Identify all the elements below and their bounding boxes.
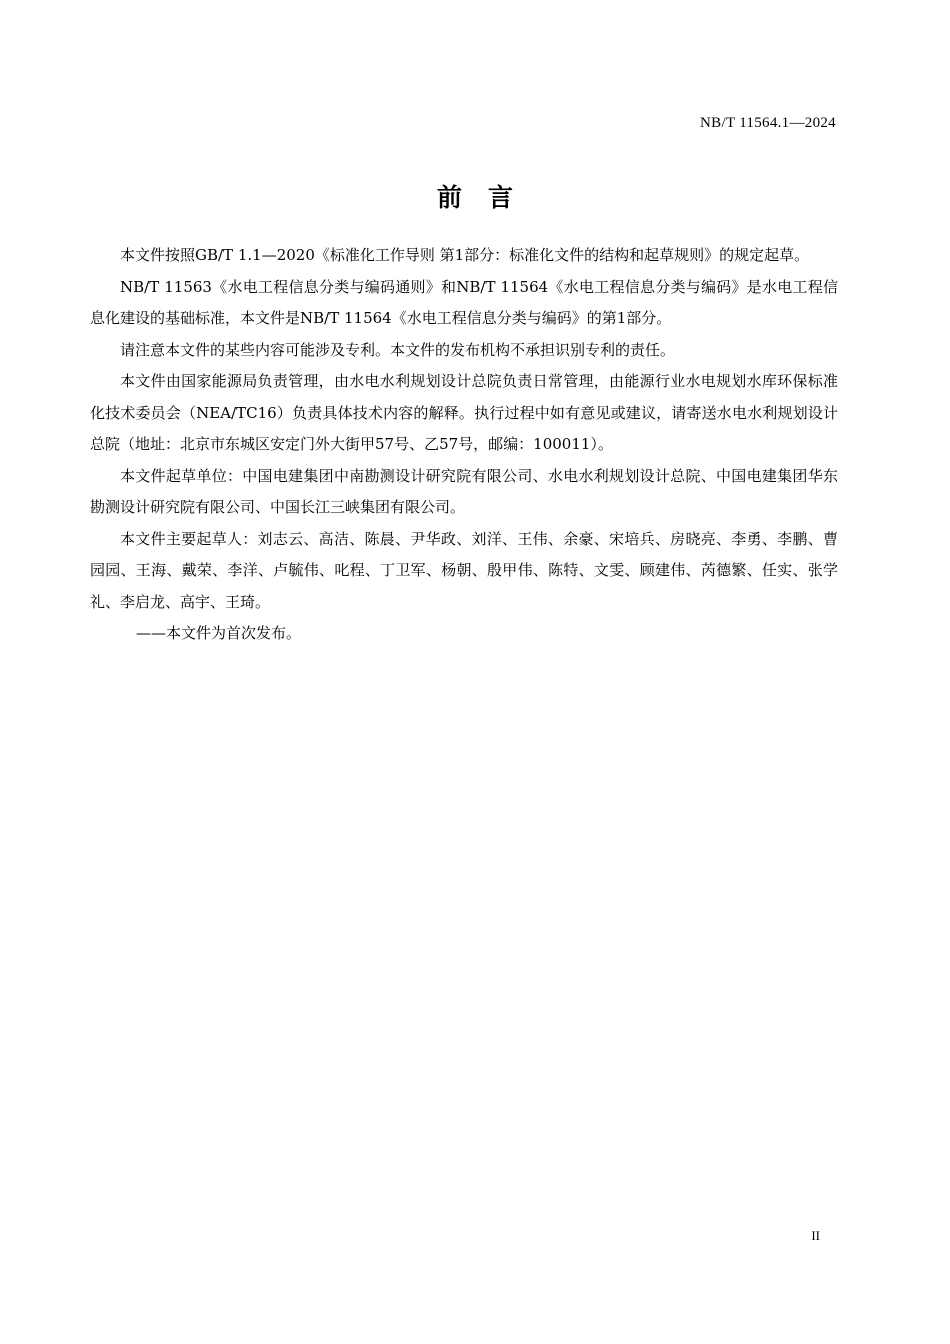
- paragraph-management: 本文件由国家能源局负责管理，由水电水利规划设计总院负责日常管理，由能源行业水电规划水库环保标准化技术委员会（NEA/TC16）负责具体技术内容的解释。执行过程中如有意见或建议，请寄送水电水利规划设计总院（地址：北京市东城区安定门外大街甲57号、乙57号，邮编：100011）。: [90, 372, 838, 453]
- paragraph-first-release: ——本文件为首次发布。: [136, 624, 302, 642]
- page-title: 前言: [436, 183, 539, 212]
- page-number: II: [811, 1228, 820, 1243]
- paragraph-patent-notice: 请注意本文件的某些内容可能涉及专利。本文件的发布机构不承担识别专利的责任。: [120, 340, 676, 359]
- paragraph-drafters: 本文件主要起草人：刘志云、高洁、陈晨、尹华政、刘洋、王伟、余豪、宋培兵、房晓亮、李勇、李鹏、曹园园、王海、戴荣、李洋、卢毓伟、叱程、丁卫军、杨朝、殷甲伟、陈特、文雯、顾建伟、芮德繁、任实、张学礼、李启龙、高宇、王琦。: [90, 529, 838, 611]
- paragraph-series-relation: NB/T 11563《水电工程信息分类与编码通则》和NB/T 11564《水电工程信息分类与编码》是水电工程信息化建设的基础标准，本文件是NB/T 11564《水电工程信息分类与编码》的第1部分。: [90, 277, 838, 327]
- paragraph-drafting-rules: 本文件按照GB/T 1.1—2020《标准化工作导则 第1部分：标准化文件的结构和起草规则》的规定起草。: [120, 246, 810, 264]
- foreword-body: [90, 240, 838, 650]
- standard-code: NB/T 11564.1—2024: [700, 115, 836, 131]
- paragraph-drafting-units: 本文件起草单位：中国电建集团中南勘测设计研究院有限公司、水电水利规划设计总院、中国电建集团华东勘测设计研究院有限公司、中国长江三峡集团有限公司。: [90, 466, 838, 516]
